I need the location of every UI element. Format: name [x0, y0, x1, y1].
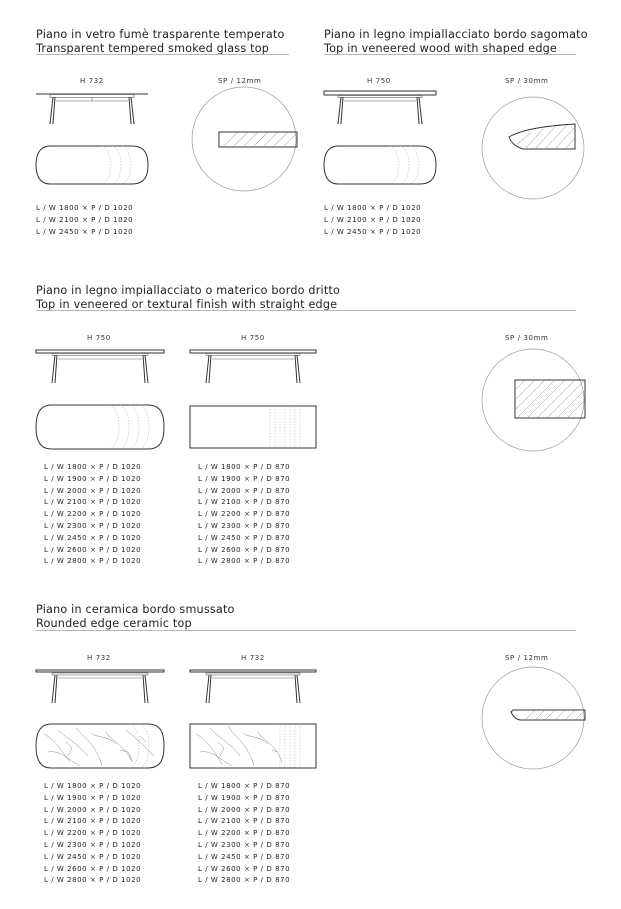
dimension-row: L / W 2600 × P / D 870 [198, 864, 291, 873]
section-4-side-elevation-a [36, 666, 164, 708]
section-3-title-it: Piano in legno impiallacciato o materico bordo dritto [36, 284, 341, 297]
dimension-row: L / W 2450 × P / D 1020 [324, 227, 422, 236]
section-4-top-plan-a [36, 722, 164, 770]
section-3-side-elevation-b [190, 346, 316, 388]
section-3-height-label-b: H 750 [241, 334, 265, 342]
dimension-row: L / W 2100 × P / D 870 [198, 817, 291, 826]
dimension-row: L / W 2450 × P / D 1020 [36, 227, 134, 236]
section-4-title [36, 603, 235, 630]
dimension-row: L / W 1900 × P / D 1020 [44, 793, 142, 802]
dimension-row: L / W 2800 × P / D 870 [198, 876, 291, 885]
dimension-row: L / W 2300 × P / D 1020 [44, 840, 142, 849]
dimension-row: L / W 2600 × P / D 1020 [44, 864, 142, 873]
section-4-title-it: Piano in ceramica bordo smussato [36, 603, 235, 616]
dimension-row: L / W 2000 × P / D 870 [198, 486, 291, 495]
dimension-row: L / W 2450 × P / D 1020 [44, 852, 142, 861]
section-4-sp-label: SP / 12mm [505, 654, 549, 662]
section-1-dimension-list [36, 203, 133, 238]
dimension-row: L / W 2000 × P / D 1020 [44, 805, 142, 814]
dimension-row: L / W 1800 × P / D 1020 [44, 782, 142, 790]
dimension-row: L / W 1900 × P / D 870 [198, 793, 291, 802]
dimension-row: L / W 2600 × P / D 870 [198, 545, 291, 554]
dimension-row: L / W 2000 × P / D 870 [198, 805, 291, 814]
dimension-row: L / W 2800 × P / D 870 [198, 557, 291, 566]
section-4-rule [36, 630, 576, 631]
section-3-rule [36, 310, 576, 311]
dimension-row: L / W 1800 × P / D 870 [198, 782, 291, 790]
section-1-title-en: Transparent tempered smoked glass top [36, 41, 270, 55]
section-4-side-elevation-b [190, 666, 316, 708]
section-3-dimension-list-a [44, 462, 141, 568]
section-1-sp-label: SP / 12mm [218, 77, 262, 85]
section-3-side-elevation-a [36, 346, 164, 388]
section-3-edge-detail [481, 348, 585, 452]
dimension-row: L / W 2300 × P / D 870 [198, 840, 291, 849]
section-2-height-label: H 750 [367, 77, 391, 85]
section-2-top-plan [324, 144, 436, 186]
dimension-row: L / W 2200 × P / D 870 [198, 510, 291, 519]
section-1-side-elevation [36, 88, 148, 130]
dimension-row: L / W 2200 × P / D 870 [198, 829, 291, 838]
section-4-dimension-list-a [44, 781, 141, 887]
section-1-edge-detail [191, 86, 297, 192]
dimension-row: L / W 1900 × P / D 870 [198, 474, 291, 483]
dimension-row: L / W 2450 × P / D 1020 [44, 533, 142, 542]
section-3-top-plan-a [36, 404, 164, 450]
dimension-row: L / W 2800 × P / D 1020 [44, 876, 142, 885]
dimension-row: L / W 2200 × P / D 1020 [44, 510, 142, 519]
section-3-dimension-list-b [198, 462, 290, 568]
section-4-top-plan-b [190, 724, 316, 768]
dimension-row: L / W 2300 × P / D 870 [198, 521, 291, 530]
dimension-row: L / W 2000 × P / D 1020 [44, 486, 142, 495]
dimension-row: L / W 2100 × P / D 870 [198, 498, 291, 507]
dimension-row: L / W 1800 × P / D 1020 [36, 204, 134, 212]
section-1-top-plan [36, 144, 148, 186]
dimension-row: L / W 1800 × P / D 1020 [324, 204, 422, 212]
section-3-top-plan-b [190, 406, 316, 448]
section-3-title-en: Top in veneered or textural finish with straight edge [36, 297, 338, 311]
dimension-row: L / W 2450 × P / D 870 [198, 852, 291, 861]
dimension-row: L / W 2600 × P / D 1020 [44, 545, 142, 554]
section-4-dimension-list-b [198, 781, 290, 887]
dimension-row: L / W 2300 × P / D 1020 [44, 521, 142, 530]
dimension-row: L / W 2450 × P / D 870 [198, 533, 291, 542]
section-3-height-label-a: H 750 [87, 334, 111, 342]
section-2-title-en: Top in veneered wood with shaped edge [324, 41, 558, 55]
section-2-title-it: Piano in legno impiallacciato bordo sagomato [324, 28, 588, 41]
section-2-rule [324, 54, 576, 55]
section-1-title-it: Piano in vetro fumè trasparente temperato [36, 28, 285, 41]
dimension-row: L / W 2100 × P / D 1020 [324, 215, 422, 224]
section-2-side-elevation [324, 88, 436, 130]
section-4-title-en: Rounded edge ceramic top [36, 616, 192, 630]
section-1-height-label: H 732 [80, 77, 104, 85]
dimension-row: L / W 2800 × P / D 1020 [44, 557, 142, 566]
section-3-sp-label: SP / 30mm [505, 334, 549, 342]
dimension-row: L / W 2200 × P / D 1020 [44, 829, 142, 838]
section-1-rule [36, 54, 289, 55]
section-3-title [36, 284, 340, 311]
dimension-row: L / W 2100 × P / D 1020 [36, 215, 134, 224]
marble-texture [196, 726, 282, 766]
section-2-title [324, 28, 588, 55]
dimension-row: L / W 1800 × P / D 870 [198, 463, 291, 471]
section-4-height-label-b: H 732 [241, 654, 265, 662]
dimension-row: L / W 1900 × P / D 1020 [44, 474, 142, 483]
dimension-row: L / W 1800 × P / D 1020 [44, 463, 142, 471]
section-2-dimension-list [324, 203, 421, 238]
section-2-sp-label: SP / 30mm [505, 77, 549, 85]
section-1-title [36, 28, 285, 55]
dimension-row: L / W 2100 × P / D 1020 [44, 817, 142, 826]
section-4-height-label-a: H 732 [87, 654, 111, 662]
section-4-edge-detail [481, 666, 585, 770]
section-2-edge-detail [481, 96, 585, 200]
dimension-row: L / W 2100 × P / D 1020 [44, 498, 142, 507]
